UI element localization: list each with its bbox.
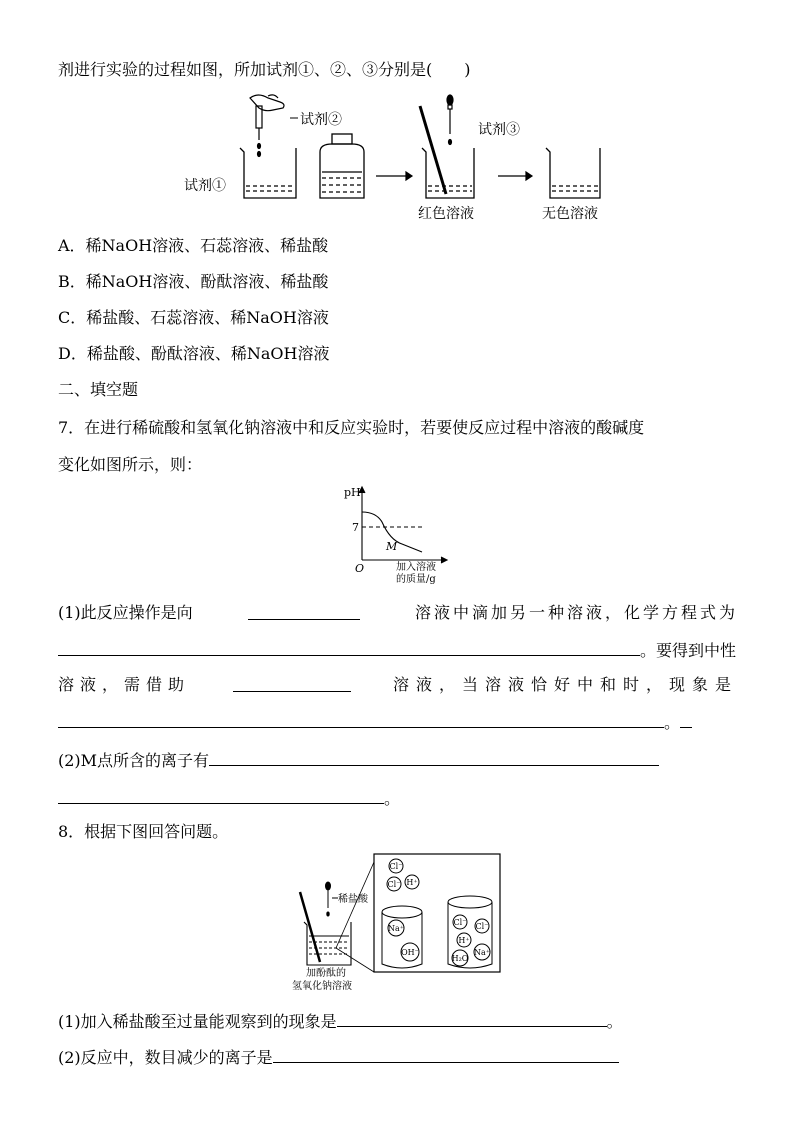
reagent1-label: 试剂① — [184, 178, 226, 194]
arrow-icon — [376, 172, 412, 180]
q7-part1-line1: (1)此反应操作是向 溶液中滴加另一种溶液，化学方程式为 — [58, 603, 738, 622]
dropper-icon — [447, 95, 453, 145]
option-b: B．稀NaOH溶液、酚酞溶液、稀盐酸 — [58, 272, 329, 291]
caption-line1: 加酚酞的 — [306, 968, 346, 979]
ion-label: Cl⁻ — [475, 922, 489, 931]
q7-stem-line1: 7．在进行稀硫酸和氢氧化钠溶液中和反应实验时，若要使反应过程中溶液的酸碱度 — [58, 418, 645, 437]
reagent-bottle-icon — [320, 134, 364, 198]
ion-label: H⁺ — [458, 936, 470, 945]
ion-label: Cl⁻ — [453, 918, 467, 927]
option-d: D．稀盐酸、酚酞溶液、稀NaOH溶液 — [58, 344, 330, 363]
ph-graph — [340, 482, 460, 584]
q8-stem: 8．根据下图回答问题。 — [58, 822, 229, 841]
q7-stem-line2: 变化如图所示，则： — [58, 455, 203, 474]
x-axis-label-line2: 的质量/g — [396, 574, 436, 584]
ion-label: Na⁺ — [474, 948, 490, 957]
option-c: C．稀盐酸、石蕊溶液、稀NaOH溶液 — [58, 308, 329, 327]
answer-blank[interactable] — [248, 603, 360, 620]
beaker-2-icon — [420, 106, 474, 198]
ion-label: Cl⁻ — [387, 880, 401, 889]
beaker-3-icon — [546, 148, 600, 198]
ion-label: H₂O — [451, 954, 469, 963]
section-heading: 二、填空题 — [58, 380, 139, 399]
answer-blank-decreased-ions[interactable] — [273, 1046, 619, 1063]
ion-label: Cl⁻ — [389, 862, 403, 871]
reagent2-label: 试剂② — [300, 112, 342, 128]
red-solution-label: 红色溶液 — [418, 206, 474, 222]
q8-part2: (2)反应中，数目减少的离子是 — [58, 1046, 619, 1068]
ion-label: OH⁻ — [401, 948, 419, 957]
q7-part1-line2: 。要得到中性 — [58, 639, 736, 661]
ion-label: Na⁺ — [388, 924, 404, 933]
answer-blank-equation[interactable] — [58, 639, 640, 656]
q8-part1: (1)加入稀盐酸至过量能观察到的现象是 。 — [58, 1012, 623, 1031]
neutralization-diagram — [290, 852, 510, 994]
q7-part1-line4: 。 — [58, 711, 692, 733]
y-axis-label: pH — [344, 486, 361, 499]
caption-line2: 氢氧化钠溶液 — [292, 981, 352, 992]
q7-part1-line3: 溶液，需借助 溶液，当溶液恰好中和时，现象是 — [58, 675, 738, 694]
x-axis-label-line1: 加入溶液 — [396, 562, 436, 573]
arrow-icon — [498, 172, 532, 180]
q7-part2-line1: (2)M点所含的离子有 — [58, 749, 659, 771]
reagent3-label: 试剂③ — [478, 122, 520, 138]
tick-7-label: 7 — [352, 521, 359, 534]
answer-blank-observation[interactable] — [337, 1010, 607, 1027]
acid-label: 稀盐酸 — [338, 894, 368, 905]
colorless-solution-label: 无色溶液 — [542, 206, 598, 222]
q7-part2-line2: 。 — [58, 787, 400, 809]
answer-blank-indicator[interactable] — [233, 675, 351, 692]
answer-blank-ions[interactable] — [209, 749, 659, 766]
answer-blank-ions-cont[interactable] — [58, 787, 384, 804]
dropper-hand-icon — [250, 95, 284, 157]
dropper-icon — [326, 882, 339, 916]
ion-label: H⁺ — [406, 878, 418, 887]
ion-particle — [387, 859, 419, 961]
question-intro: 剂进行实验的过程如图，所加试剂①、②、③分别是( ) — [58, 60, 471, 79]
point-m-label: M — [386, 540, 398, 553]
answer-blank-phenomenon[interactable] — [58, 711, 664, 728]
beaker-1-icon — [240, 148, 296, 198]
origin-label: O — [355, 562, 365, 575]
experiment-diagram — [180, 90, 620, 225]
option-a: A．稀NaOH溶液、石蕊溶液、稀盐酸 — [58, 236, 329, 255]
